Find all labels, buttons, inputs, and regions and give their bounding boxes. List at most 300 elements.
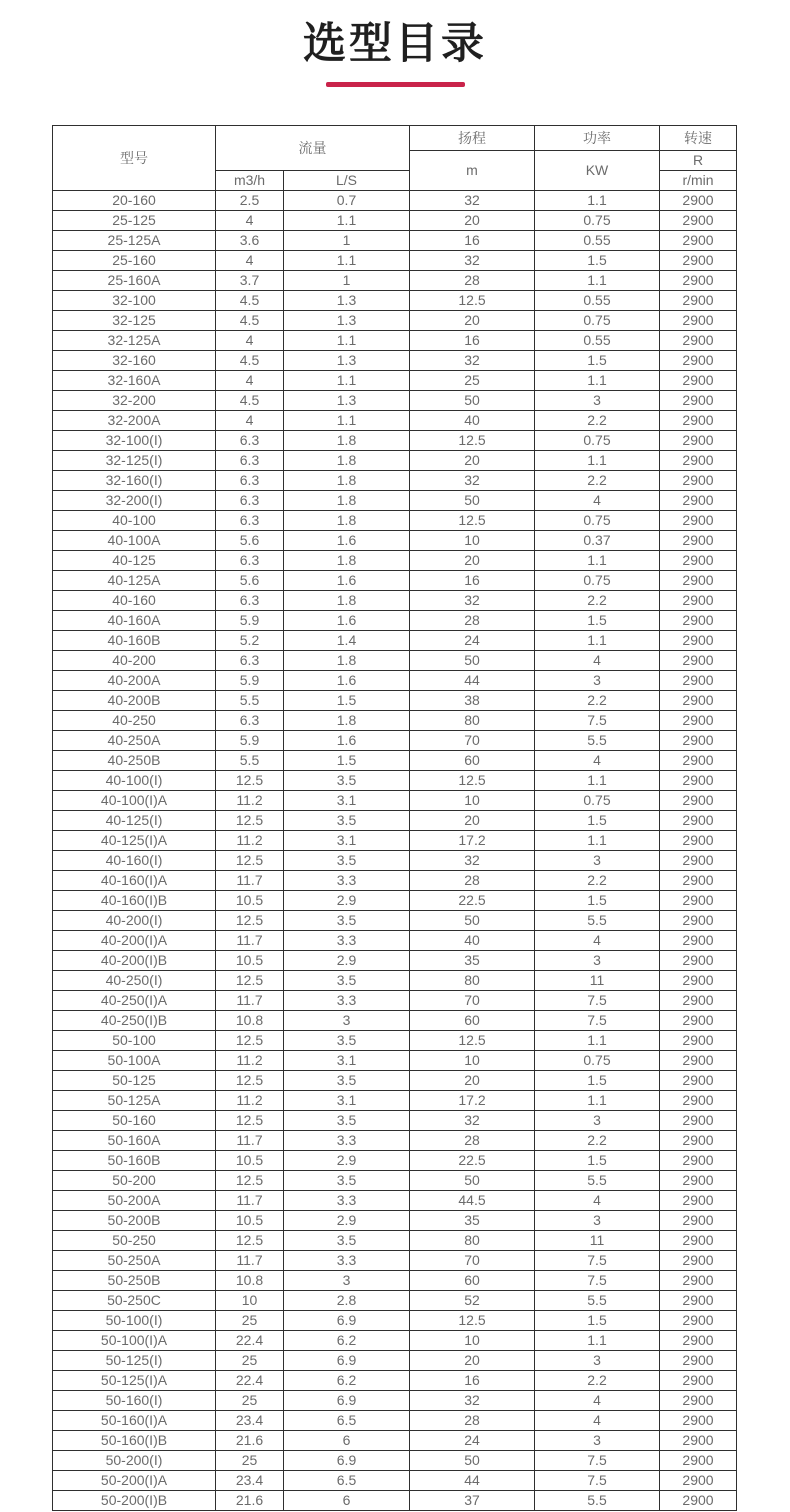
cell-power-kw: 3 bbox=[535, 851, 660, 871]
cell-head-m: 80 bbox=[410, 1231, 535, 1251]
cell-speed-rmin: 2900 bbox=[660, 1311, 737, 1331]
cell-speed-rmin: 2900 bbox=[660, 1131, 737, 1151]
header-row-1 bbox=[53, 126, 737, 151]
cell-model: 50-100 bbox=[53, 1031, 216, 1051]
cell-flow-ls: 6.9 bbox=[284, 1451, 410, 1471]
cell-speed-rmin: 2900 bbox=[660, 1091, 737, 1111]
cell-head-m: 16 bbox=[410, 1371, 535, 1391]
cell-power-kw: 0.75 bbox=[535, 511, 660, 531]
cell-flow-ls: 1 bbox=[284, 231, 410, 251]
cell-model: 25-160A bbox=[53, 271, 216, 291]
cell-power-kw: 3 bbox=[535, 1351, 660, 1371]
cell-power-kw: 0.75 bbox=[535, 791, 660, 811]
cell-head-m: 17.2 bbox=[410, 1091, 535, 1111]
cell-power-kw: 4 bbox=[535, 491, 660, 511]
cell-flow-m3h: 25 bbox=[216, 1311, 284, 1331]
cell-speed-rmin: 2900 bbox=[660, 1151, 737, 1171]
cell-power-kw: 1.1 bbox=[535, 1331, 660, 1351]
cell-flow-ls: 3.3 bbox=[284, 991, 410, 1011]
cell-speed-rmin: 2900 bbox=[660, 1491, 737, 1511]
cell-model: 32-125 bbox=[53, 311, 216, 331]
header-flow-m3h: m3/h bbox=[216, 171, 284, 191]
table-row bbox=[53, 771, 737, 791]
cell-speed-rmin: 2900 bbox=[660, 451, 737, 471]
table-row bbox=[53, 971, 737, 991]
cell-power-kw: 1.1 bbox=[535, 631, 660, 651]
cell-power-kw: 5.5 bbox=[535, 911, 660, 931]
cell-speed-rmin: 2900 bbox=[660, 1291, 737, 1311]
cell-flow-m3h: 10.5 bbox=[216, 951, 284, 971]
cell-speed-rmin: 2900 bbox=[660, 1371, 737, 1391]
table-row bbox=[53, 431, 737, 451]
cell-flow-ls: 1.8 bbox=[284, 651, 410, 671]
cell-speed-rmin: 2900 bbox=[660, 971, 737, 991]
cell-model: 40-200B bbox=[53, 691, 216, 711]
cell-flow-ls: 1.3 bbox=[284, 311, 410, 331]
header-head-unit: m bbox=[410, 151, 535, 191]
table-row bbox=[53, 371, 737, 391]
cell-power-kw: 2.2 bbox=[535, 1371, 660, 1391]
cell-model: 40-250(I)B bbox=[53, 1011, 216, 1031]
table-row bbox=[53, 1051, 737, 1071]
cell-model: 40-125(I) bbox=[53, 811, 216, 831]
cell-head-m: 16 bbox=[410, 231, 535, 251]
cell-power-kw: 1.1 bbox=[535, 771, 660, 791]
header-flow-ls: L/S bbox=[284, 171, 410, 191]
cell-speed-rmin: 2900 bbox=[660, 471, 737, 491]
cell-flow-ls: 3 bbox=[284, 1011, 410, 1031]
cell-flow-m3h: 10.5 bbox=[216, 1151, 284, 1171]
table-row bbox=[53, 1251, 737, 1271]
cell-speed-rmin: 2900 bbox=[660, 991, 737, 1011]
cell-flow-m3h: 5.6 bbox=[216, 531, 284, 551]
cell-head-m: 24 bbox=[410, 1431, 535, 1451]
cell-model: 32-200(I) bbox=[53, 491, 216, 511]
cell-flow-m3h: 11.7 bbox=[216, 1191, 284, 1211]
cell-flow-m3h: 21.6 bbox=[216, 1491, 284, 1511]
cell-power-kw: 2.2 bbox=[535, 691, 660, 711]
cell-power-kw: 1.5 bbox=[535, 891, 660, 911]
cell-flow-m3h: 4.5 bbox=[216, 351, 284, 371]
cell-flow-m3h: 12.5 bbox=[216, 1031, 284, 1051]
cell-speed-rmin: 2900 bbox=[660, 1051, 737, 1071]
cell-head-m: 24 bbox=[410, 631, 535, 651]
cell-power-kw: 3 bbox=[535, 671, 660, 691]
cell-power-kw: 0.75 bbox=[535, 311, 660, 331]
table-row bbox=[53, 611, 737, 631]
cell-flow-m3h: 6.3 bbox=[216, 711, 284, 731]
cell-power-kw: 3 bbox=[535, 391, 660, 411]
cell-flow-ls: 1.1 bbox=[284, 411, 410, 431]
cell-flow-m3h: 25 bbox=[216, 1351, 284, 1371]
cell-head-m: 35 bbox=[410, 951, 535, 971]
cell-flow-m3h: 4 bbox=[216, 411, 284, 431]
cell-speed-rmin: 2900 bbox=[660, 311, 737, 331]
cell-model: 50-200(I)A bbox=[53, 1471, 216, 1491]
table-row bbox=[53, 1311, 737, 1331]
cell-speed-rmin: 2900 bbox=[660, 831, 737, 851]
cell-flow-ls: 1.5 bbox=[284, 751, 410, 771]
cell-power-kw: 0.55 bbox=[535, 231, 660, 251]
cell-flow-ls: 2.9 bbox=[284, 891, 410, 911]
cell-head-m: 10 bbox=[410, 531, 535, 551]
table-row bbox=[53, 751, 737, 771]
cell-flow-m3h: 5.5 bbox=[216, 751, 284, 771]
cell-speed-rmin: 2900 bbox=[660, 271, 737, 291]
cell-speed-rmin: 2900 bbox=[660, 1191, 737, 1211]
cell-flow-ls: 3.5 bbox=[284, 1111, 410, 1131]
table-row bbox=[53, 1271, 737, 1291]
cell-model: 40-100(I)A bbox=[53, 791, 216, 811]
header-model: 型号 bbox=[53, 126, 216, 191]
cell-speed-rmin: 2900 bbox=[660, 771, 737, 791]
cell-model: 32-200 bbox=[53, 391, 216, 411]
table-row bbox=[53, 811, 737, 831]
cell-power-kw: 5.5 bbox=[535, 1491, 660, 1511]
cell-power-kw: 1.1 bbox=[535, 1031, 660, 1051]
cell-flow-ls: 6.9 bbox=[284, 1391, 410, 1411]
cell-power-kw: 7.5 bbox=[535, 1271, 660, 1291]
cell-head-m: 32 bbox=[410, 471, 535, 491]
cell-model: 40-160 bbox=[53, 591, 216, 611]
cell-model: 40-200 bbox=[53, 651, 216, 671]
table-row bbox=[53, 731, 737, 751]
cell-flow-ls: 3.5 bbox=[284, 851, 410, 871]
cell-flow-m3h: 12.5 bbox=[216, 851, 284, 871]
cell-speed-rmin: 2900 bbox=[660, 931, 737, 951]
cell-power-kw: 7.5 bbox=[535, 711, 660, 731]
cell-speed-rmin: 2900 bbox=[660, 1231, 737, 1251]
table-row bbox=[53, 1211, 737, 1231]
cell-speed-rmin: 2900 bbox=[660, 551, 737, 571]
cell-head-m: 12.5 bbox=[410, 511, 535, 531]
cell-power-kw: 2.2 bbox=[535, 1131, 660, 1151]
cell-flow-m3h: 10.8 bbox=[216, 1271, 284, 1291]
cell-flow-m3h: 3.6 bbox=[216, 231, 284, 251]
cell-flow-m3h: 4.5 bbox=[216, 291, 284, 311]
table-row bbox=[53, 1491, 737, 1511]
cell-head-m: 32 bbox=[410, 591, 535, 611]
cell-flow-ls: 1.8 bbox=[284, 551, 410, 571]
cell-flow-m3h: 4 bbox=[216, 251, 284, 271]
header-speed: 转速 bbox=[660, 126, 737, 151]
cell-power-kw: 4 bbox=[535, 751, 660, 771]
cell-head-m: 80 bbox=[410, 971, 535, 991]
cell-flow-m3h: 5.5 bbox=[216, 691, 284, 711]
cell-flow-m3h: 4.5 bbox=[216, 311, 284, 331]
cell-model: 50-200(I) bbox=[53, 1451, 216, 1471]
cell-head-m: 12.5 bbox=[410, 1031, 535, 1051]
cell-flow-m3h: 6.3 bbox=[216, 471, 284, 491]
cell-flow-m3h: 23.4 bbox=[216, 1471, 284, 1491]
cell-head-m: 10 bbox=[410, 1331, 535, 1351]
cell-head-m: 32 bbox=[410, 251, 535, 271]
cell-head-m: 12.5 bbox=[410, 1311, 535, 1331]
cell-head-m: 20 bbox=[410, 211, 535, 231]
cell-flow-m3h: 21.6 bbox=[216, 1431, 284, 1451]
cell-head-m: 20 bbox=[410, 1071, 535, 1091]
cell-model: 40-100(I) bbox=[53, 771, 216, 791]
cell-speed-rmin: 2900 bbox=[660, 571, 737, 591]
cell-power-kw: 1.1 bbox=[535, 191, 660, 211]
cell-head-m: 10 bbox=[410, 1051, 535, 1071]
cell-flow-ls: 1.5 bbox=[284, 691, 410, 711]
cell-flow-m3h: 6.3 bbox=[216, 551, 284, 571]
cell-power-kw: 0.55 bbox=[535, 291, 660, 311]
cell-speed-rmin: 2900 bbox=[660, 1071, 737, 1091]
cell-flow-ls: 1.1 bbox=[284, 371, 410, 391]
title-accent-line bbox=[326, 82, 465, 87]
table-row bbox=[53, 1091, 737, 1111]
cell-model: 40-100A bbox=[53, 531, 216, 551]
cell-flow-m3h: 6.3 bbox=[216, 491, 284, 511]
cell-speed-rmin: 2900 bbox=[660, 391, 737, 411]
cell-speed-rmin: 2900 bbox=[660, 591, 737, 611]
cell-model: 50-100A bbox=[53, 1051, 216, 1071]
cell-flow-m3h: 3.7 bbox=[216, 271, 284, 291]
cell-flow-ls: 3 bbox=[284, 1271, 410, 1291]
cell-speed-rmin: 2900 bbox=[660, 1431, 737, 1451]
cell-head-m: 50 bbox=[410, 1171, 535, 1191]
cell-flow-m3h: 5.9 bbox=[216, 611, 284, 631]
table-row bbox=[53, 631, 737, 651]
cell-model: 50-200(I)B bbox=[53, 1491, 216, 1511]
table-row bbox=[53, 1011, 737, 1031]
cell-model: 40-125(I)A bbox=[53, 831, 216, 851]
cell-power-kw: 1.5 bbox=[535, 251, 660, 271]
cell-model: 50-125(I)A bbox=[53, 1371, 216, 1391]
cell-model: 50-125 bbox=[53, 1071, 216, 1091]
cell-flow-ls: 1.6 bbox=[284, 731, 410, 751]
cell-flow-m3h: 12.5 bbox=[216, 771, 284, 791]
cell-speed-rmin: 2900 bbox=[660, 951, 737, 971]
cell-flow-m3h: 6.3 bbox=[216, 451, 284, 471]
cell-head-m: 20 bbox=[410, 451, 535, 471]
table-row bbox=[53, 1391, 737, 1411]
cell-flow-m3h: 23.4 bbox=[216, 1411, 284, 1431]
cell-flow-ls: 1.8 bbox=[284, 431, 410, 451]
cell-speed-rmin: 2900 bbox=[660, 731, 737, 751]
cell-speed-rmin: 2900 bbox=[660, 191, 737, 211]
header-speed-unit: r/min bbox=[660, 171, 737, 191]
cell-speed-rmin: 2900 bbox=[660, 651, 737, 671]
table-row bbox=[53, 1451, 737, 1471]
table-row bbox=[53, 511, 737, 531]
cell-flow-ls: 1.8 bbox=[284, 451, 410, 471]
cell-flow-m3h: 25 bbox=[216, 1451, 284, 1471]
cell-flow-ls: 3.5 bbox=[284, 811, 410, 831]
cell-flow-ls: 6.9 bbox=[284, 1351, 410, 1371]
cell-model: 50-160(I)A bbox=[53, 1411, 216, 1431]
cell-head-m: 12.5 bbox=[410, 771, 535, 791]
cell-flow-m3h: 12.5 bbox=[216, 1071, 284, 1091]
cell-model: 50-100(I) bbox=[53, 1311, 216, 1331]
cell-flow-m3h: 11.7 bbox=[216, 931, 284, 951]
cell-speed-rmin: 2900 bbox=[660, 351, 737, 371]
cell-model: 40-200(I)B bbox=[53, 951, 216, 971]
cell-power-kw: 1.5 bbox=[535, 1151, 660, 1171]
cell-power-kw: 7.5 bbox=[535, 1251, 660, 1271]
cell-speed-rmin: 2900 bbox=[660, 371, 737, 391]
cell-model: 40-250A bbox=[53, 731, 216, 751]
cell-power-kw: 0.75 bbox=[535, 431, 660, 451]
cell-flow-m3h: 11.7 bbox=[216, 871, 284, 891]
cell-flow-ls: 1.4 bbox=[284, 631, 410, 651]
cell-power-kw: 3 bbox=[535, 1111, 660, 1131]
cell-speed-rmin: 2900 bbox=[660, 911, 737, 931]
cell-flow-ls: 6 bbox=[284, 1491, 410, 1511]
cell-head-m: 12.5 bbox=[410, 431, 535, 451]
cell-flow-ls: 1.8 bbox=[284, 491, 410, 511]
cell-power-kw: 3 bbox=[535, 951, 660, 971]
cell-speed-rmin: 2900 bbox=[660, 691, 737, 711]
cell-speed-rmin: 2900 bbox=[660, 511, 737, 531]
table-row bbox=[53, 211, 737, 231]
table-row bbox=[53, 571, 737, 591]
cell-flow-ls: 1.8 bbox=[284, 591, 410, 611]
cell-speed-rmin: 2900 bbox=[660, 211, 737, 231]
cell-model: 50-200 bbox=[53, 1171, 216, 1191]
cell-model: 50-100(I)A bbox=[53, 1331, 216, 1351]
page-title: 选型目录 bbox=[303, 20, 487, 68]
cell-head-m: 70 bbox=[410, 731, 535, 751]
cell-model: 32-125(I) bbox=[53, 451, 216, 471]
cell-model: 40-200(I)A bbox=[53, 931, 216, 951]
cell-head-m: 28 bbox=[410, 1131, 535, 1151]
cell-flow-m3h: 11.2 bbox=[216, 1051, 284, 1071]
cell-model: 50-250 bbox=[53, 1231, 216, 1251]
cell-power-kw: 2.2 bbox=[535, 591, 660, 611]
cell-model: 32-160A bbox=[53, 371, 216, 391]
cell-model: 50-125A bbox=[53, 1091, 216, 1111]
cell-model: 32-100(I) bbox=[53, 431, 216, 451]
cell-flow-ls: 3.1 bbox=[284, 831, 410, 851]
cell-flow-ls: 1.1 bbox=[284, 331, 410, 351]
header-head: 扬程 bbox=[410, 126, 535, 151]
cell-model: 50-125(I) bbox=[53, 1351, 216, 1371]
cell-head-m: 32 bbox=[410, 191, 535, 211]
header-power: 功率 bbox=[535, 126, 660, 151]
cell-model: 40-200A bbox=[53, 671, 216, 691]
cell-head-m: 20 bbox=[410, 811, 535, 831]
table-row bbox=[53, 931, 737, 951]
table-row bbox=[53, 411, 737, 431]
cell-flow-ls: 3.3 bbox=[284, 1131, 410, 1151]
cell-flow-ls: 1.1 bbox=[284, 251, 410, 271]
cell-flow-m3h: 2.5 bbox=[216, 191, 284, 211]
cell-head-m: 35 bbox=[410, 1211, 535, 1231]
cell-speed-rmin: 2900 bbox=[660, 1011, 737, 1031]
cell-speed-rmin: 2900 bbox=[660, 671, 737, 691]
cell-flow-m3h: 5.9 bbox=[216, 671, 284, 691]
table-row bbox=[53, 1411, 737, 1431]
cell-power-kw: 4 bbox=[535, 1391, 660, 1411]
cell-power-kw: 2.2 bbox=[535, 411, 660, 431]
table-row bbox=[53, 251, 737, 271]
table-row bbox=[53, 1071, 737, 1091]
cell-speed-rmin: 2900 bbox=[660, 751, 737, 771]
cell-head-m: 50 bbox=[410, 1451, 535, 1471]
table-row bbox=[53, 651, 737, 671]
cell-model: 32-100 bbox=[53, 291, 216, 311]
table-row bbox=[53, 1151, 737, 1171]
cell-flow-ls: 2.9 bbox=[284, 1211, 410, 1231]
table-row bbox=[53, 271, 737, 291]
cell-flow-ls: 1.6 bbox=[284, 611, 410, 631]
cell-speed-rmin: 2900 bbox=[660, 331, 737, 351]
cell-model: 40-160B bbox=[53, 631, 216, 651]
cell-flow-m3h: 4 bbox=[216, 211, 284, 231]
cell-flow-m3h: 4 bbox=[216, 371, 284, 391]
cell-flow-m3h: 12.5 bbox=[216, 1231, 284, 1251]
cell-flow-ls: 3.5 bbox=[284, 1231, 410, 1251]
table-row bbox=[53, 711, 737, 731]
cell-power-kw: 3 bbox=[535, 1211, 660, 1231]
cell-power-kw: 3 bbox=[535, 1431, 660, 1451]
cell-model: 50-250A bbox=[53, 1251, 216, 1271]
cell-flow-ls: 3.5 bbox=[284, 771, 410, 791]
cell-flow-m3h: 25 bbox=[216, 1391, 284, 1411]
cell-flow-m3h: 5.9 bbox=[216, 731, 284, 751]
cell-flow-m3h: 6.3 bbox=[216, 651, 284, 671]
cell-power-kw: 4 bbox=[535, 931, 660, 951]
cell-model: 25-160 bbox=[53, 251, 216, 271]
cell-speed-rmin: 2900 bbox=[660, 1451, 737, 1471]
table-row bbox=[53, 1331, 737, 1351]
cell-power-kw: 1.1 bbox=[535, 551, 660, 571]
cell-power-kw: 0.75 bbox=[535, 1051, 660, 1071]
cell-flow-m3h: 11.2 bbox=[216, 831, 284, 851]
cell-head-m: 32 bbox=[410, 1391, 535, 1411]
cell-speed-rmin: 2900 bbox=[660, 1171, 737, 1191]
cell-flow-m3h: 12.5 bbox=[216, 1111, 284, 1131]
cell-power-kw: 7.5 bbox=[535, 991, 660, 1011]
table-row bbox=[53, 1131, 737, 1151]
cell-speed-rmin: 2900 bbox=[660, 791, 737, 811]
cell-model: 40-250(I)A bbox=[53, 991, 216, 1011]
cell-head-m: 50 bbox=[410, 491, 535, 511]
table-row bbox=[53, 871, 737, 891]
table-row bbox=[53, 1111, 737, 1131]
table-row bbox=[53, 591, 737, 611]
cell-head-m: 28 bbox=[410, 271, 535, 291]
cell-flow-ls: 1.6 bbox=[284, 671, 410, 691]
cell-speed-rmin: 2900 bbox=[660, 1351, 737, 1371]
cell-model: 32-200A bbox=[53, 411, 216, 431]
cell-speed-rmin: 2900 bbox=[660, 491, 737, 511]
table-row bbox=[53, 1351, 737, 1371]
cell-model: 50-160(I) bbox=[53, 1391, 216, 1411]
table-row bbox=[53, 491, 737, 511]
cell-speed-rmin: 2900 bbox=[660, 851, 737, 871]
cell-power-kw: 2.2 bbox=[535, 871, 660, 891]
cell-head-m: 50 bbox=[410, 651, 535, 671]
cell-model: 20-160 bbox=[53, 191, 216, 211]
table-row bbox=[53, 1171, 737, 1191]
cell-power-kw: 1.1 bbox=[535, 831, 660, 851]
cell-speed-rmin: 2900 bbox=[660, 1251, 737, 1271]
cell-flow-m3h: 6.3 bbox=[216, 431, 284, 451]
cell-flow-ls: 6 bbox=[284, 1431, 410, 1451]
table-row bbox=[53, 1291, 737, 1311]
cell-flow-m3h: 5.2 bbox=[216, 631, 284, 651]
header-power-unit: KW bbox=[535, 151, 660, 191]
cell-speed-rmin: 2900 bbox=[660, 1211, 737, 1231]
cell-flow-ls: 3.3 bbox=[284, 931, 410, 951]
cell-speed-rmin: 2900 bbox=[660, 611, 737, 631]
cell-power-kw: 1.1 bbox=[535, 371, 660, 391]
cell-speed-rmin: 2900 bbox=[660, 1031, 737, 1051]
